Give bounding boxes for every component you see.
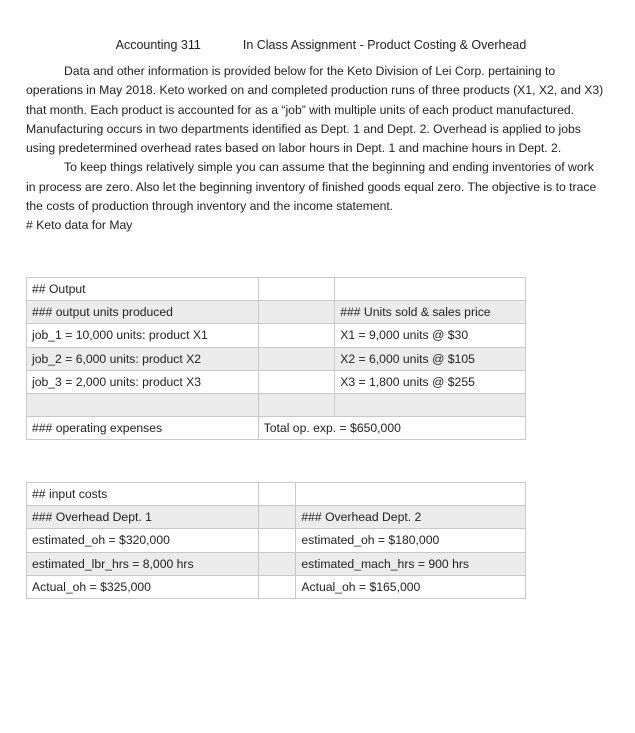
- sales-x3-cell: X3 = 1,800 units @ $255: [335, 370, 526, 393]
- opex-value: Total op. exp. = $650,000: [258, 417, 525, 440]
- units-sold-heading: ### Units sold & sales price: [335, 301, 526, 324]
- dept2-actual-oh: Actual_oh = $165,000: [296, 575, 526, 598]
- dept1-estimated-oh: estimated_oh = $320,000: [27, 529, 259, 552]
- table-row: [27, 529, 526, 552]
- table-row: [27, 393, 526, 416]
- job-1-cell: job_1 = 10,000 units: product X1: [27, 324, 259, 347]
- table-row: [27, 483, 526, 506]
- dept2-estimated-hours: estimated_mach_hrs = 900 hrs: [296, 552, 526, 575]
- table-row: [27, 370, 526, 393]
- sales-x2-cell: X2 = 6,000 units @ $105: [335, 347, 526, 370]
- table-row: [27, 506, 526, 529]
- units-produced-heading: ### output units produced: [27, 301, 259, 324]
- dept1-heading: ### Overhead Dept. 1: [27, 506, 259, 529]
- document-header: [0, 24, 635, 52]
- dept1-estimated-hours: estimated_lbr_hrs = 8,000 hrs: [27, 552, 259, 575]
- sales-x1-cell: X1 = 9,000 units @ $30: [335, 324, 526, 347]
- data-heading: # Keto data for May: [26, 218, 133, 233]
- course-name: Accounting 311: [115, 38, 201, 52]
- table-row: [27, 575, 526, 598]
- intro-paragraph-1: Data and other information is provided below for the Keto Division of Lei Corp. pertaining to operations in May 2018. Keto worked on and completed production runs of three products (X1, X2, and X3) that month. Each product is accounted for as a “job” with multiple units of each product manufactured. Manufacturing occurs in two departments identified as Dept. 1 and Dept. 2. Overhead is applied to jobs using predetermined overhead rates based on labor hours in Dept. 1 and machine hours in Dept. 2.: [26, 64, 604, 156]
- table-row: [27, 552, 526, 575]
- table-row: [27, 347, 526, 370]
- opex-label: ### operating expenses: [27, 417, 259, 440]
- table-row: [27, 324, 526, 347]
- output-table: [26, 277, 526, 440]
- input-costs-table: [26, 482, 526, 599]
- table-row: [27, 417, 526, 440]
- intro-paragraph-2: To keep things relatively simple you can assume that the beginning and ending inventories of work in process are zero. Also let the beginning inventory of finished goods equal zero. The objective is to trace the costs of production through inventory and the income statement.: [26, 160, 597, 214]
- dept2-heading: ### Overhead Dept. 2: [296, 506, 526, 529]
- input-costs-heading: ## input costs: [27, 483, 259, 506]
- intro-text: [26, 62, 604, 236]
- table-row: [27, 301, 526, 324]
- table-row: [27, 278, 526, 301]
- dept2-estimated-oh: estimated_oh = $180,000: [296, 529, 526, 552]
- job-3-cell: job_3 = 2,000 units: product X3: [27, 370, 259, 393]
- job-2-cell: job_2 = 6,000 units: product X2: [27, 347, 259, 370]
- dept1-actual-oh: Actual_oh = $325,000: [27, 575, 259, 598]
- output-heading: ## Output: [27, 278, 259, 301]
- assignment-title: In Class Assignment - Product Costing & Overhead: [242, 38, 527, 52]
